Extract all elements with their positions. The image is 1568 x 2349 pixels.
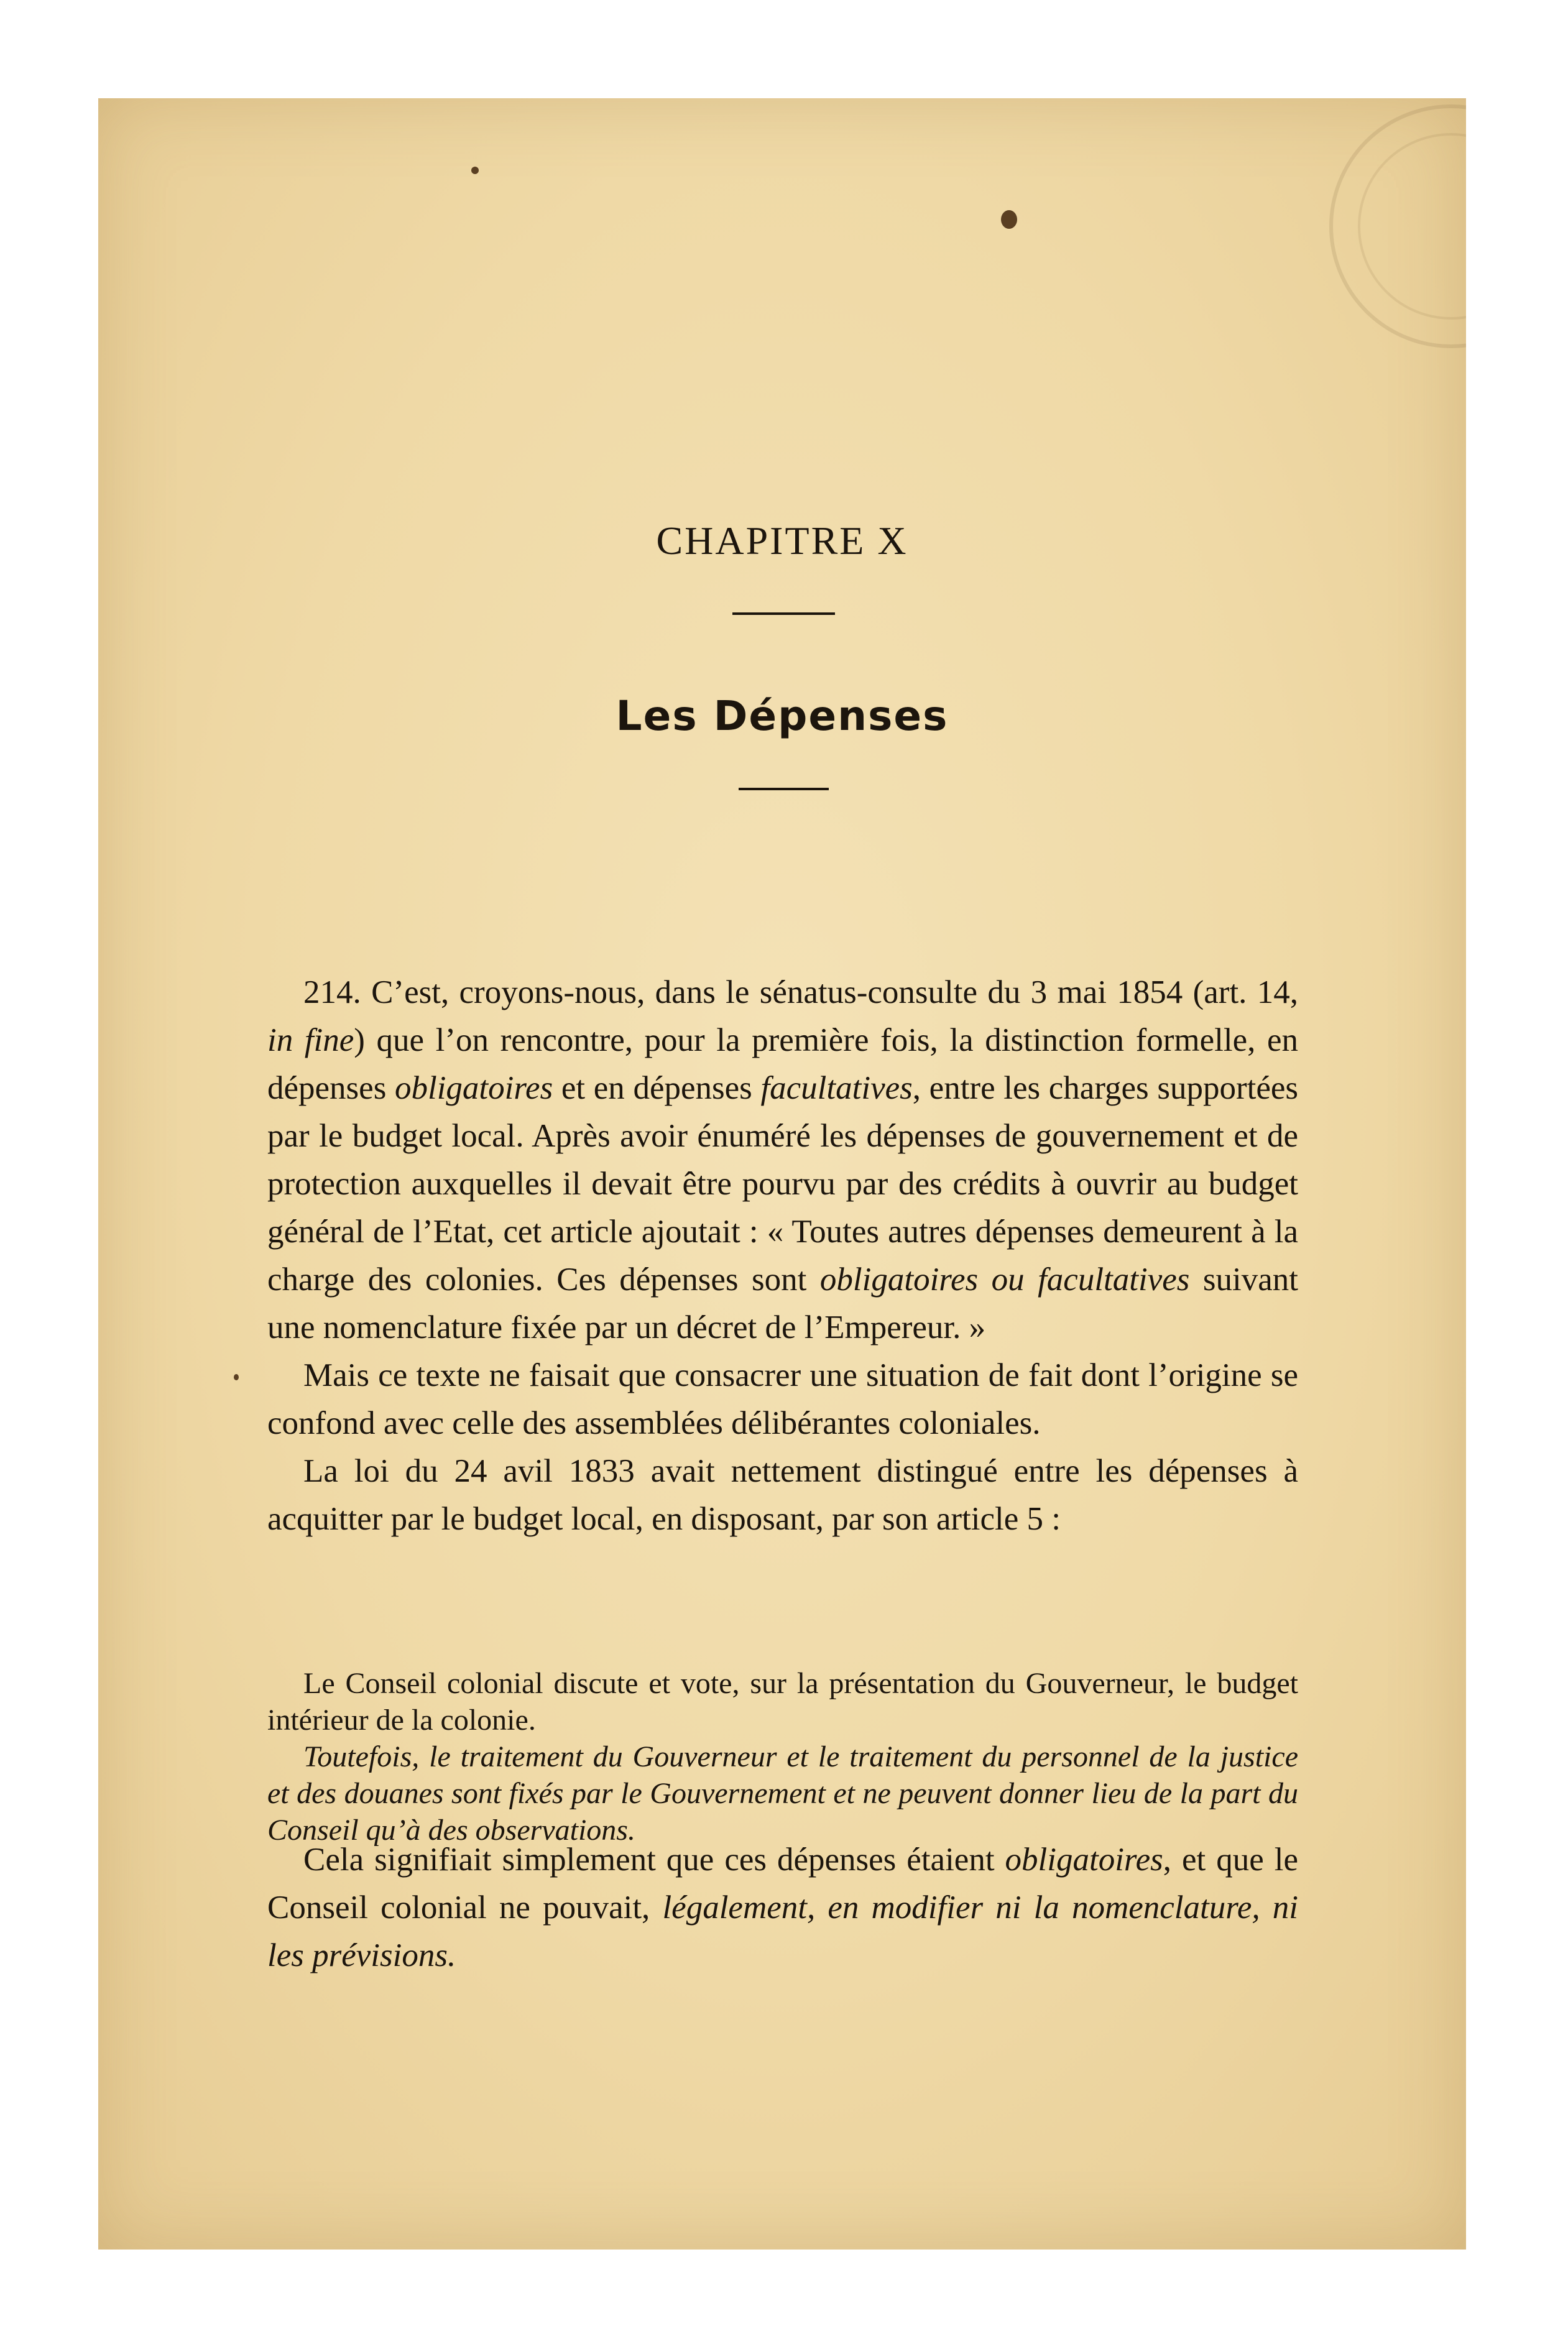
text-run: , entre les charges supportées par le budget local. Après avoir énuméré les dépenses de gouvernement et de protection auxquelles il devait être pourvu par des crédits à ouvrir au budget général de l’Etat, cet article ajoutait : « Toutes autres dépenses demeurent à la charge des colonies. Ces dépenses sont [267,1070,1298,1298]
italic-run: facultatives [760,1070,913,1106]
library-stamp [1329,104,1466,348]
italic-run: obligatoires ou facultatives [819,1262,1190,1298]
body-text [267,969,1298,1543]
quote-paragraph: Le Conseil colonial discute et vote, sur la présentation du Gouverneur, le budget intérieur de la colonie. [267,1667,1298,1737]
ink-speck [234,1374,239,1380]
italic-run: obligatoires [1005,1842,1163,1878]
text-run: ) que l’on rencontre, pour la première fois, la distinction formelle, en dépenses [267,1022,1298,1106]
heading-rule-top [732,612,835,615]
text-run: Cela signifiait simplement que ces dépenses étaient [303,1842,1005,1878]
text-run: et en dépenses [553,1070,761,1106]
chapter-title: Les Dépenses [616,692,949,740]
chapter-heading: CHAPITRE X [656,519,908,563]
paragraph-mais: Mais ce texte ne faisait que consacrer une situation de fait dont l’origine se confond avec celle des assemblées délibérantes coloniales. [267,1357,1298,1441]
text-run: , et que le Conseil colonial ne pouvait, [267,1842,1298,1926]
ink-speck [1001,210,1017,229]
paragraph-loi-1833: La loi du 24 avil 1833 avait nettement distingué entre les dépenses à acquitter par le budget local, en disposant, par son article 5 : [267,1453,1298,1537]
heading-rule-bottom [739,788,829,790]
text-run: suivant une nomenclature fixée par un décret de l’Empereur. » [267,1262,1298,1345]
paragraph-cela [267,1836,1298,1980]
italic-run: légalement, en modifier ni la nomenclature, ni les prévisions. [267,1890,1299,1973]
quote-paragraph-italic: Toutefois, le traitement du Gouverneur et le traitement du personnel de la justice et des douanes sont fixés par le Gouvernement et ne peuvent donner lieu de la part du Conseil qu’à des observations. [267,1740,1298,1847]
scanned-page [98,98,1466,2250]
italic-run: obligatoires [394,1070,553,1106]
ink-speck [471,167,479,174]
text-run: 214. C’est, croyons-nous, dans le sénatus-consulte du 3 mai 1854 (art. 14, [303,974,1298,1010]
quoted-article [267,1665,1298,1848]
closing-text [267,1836,1298,1980]
italic-run: in fine [267,1022,354,1058]
paragraph-214 [267,969,1298,1352]
